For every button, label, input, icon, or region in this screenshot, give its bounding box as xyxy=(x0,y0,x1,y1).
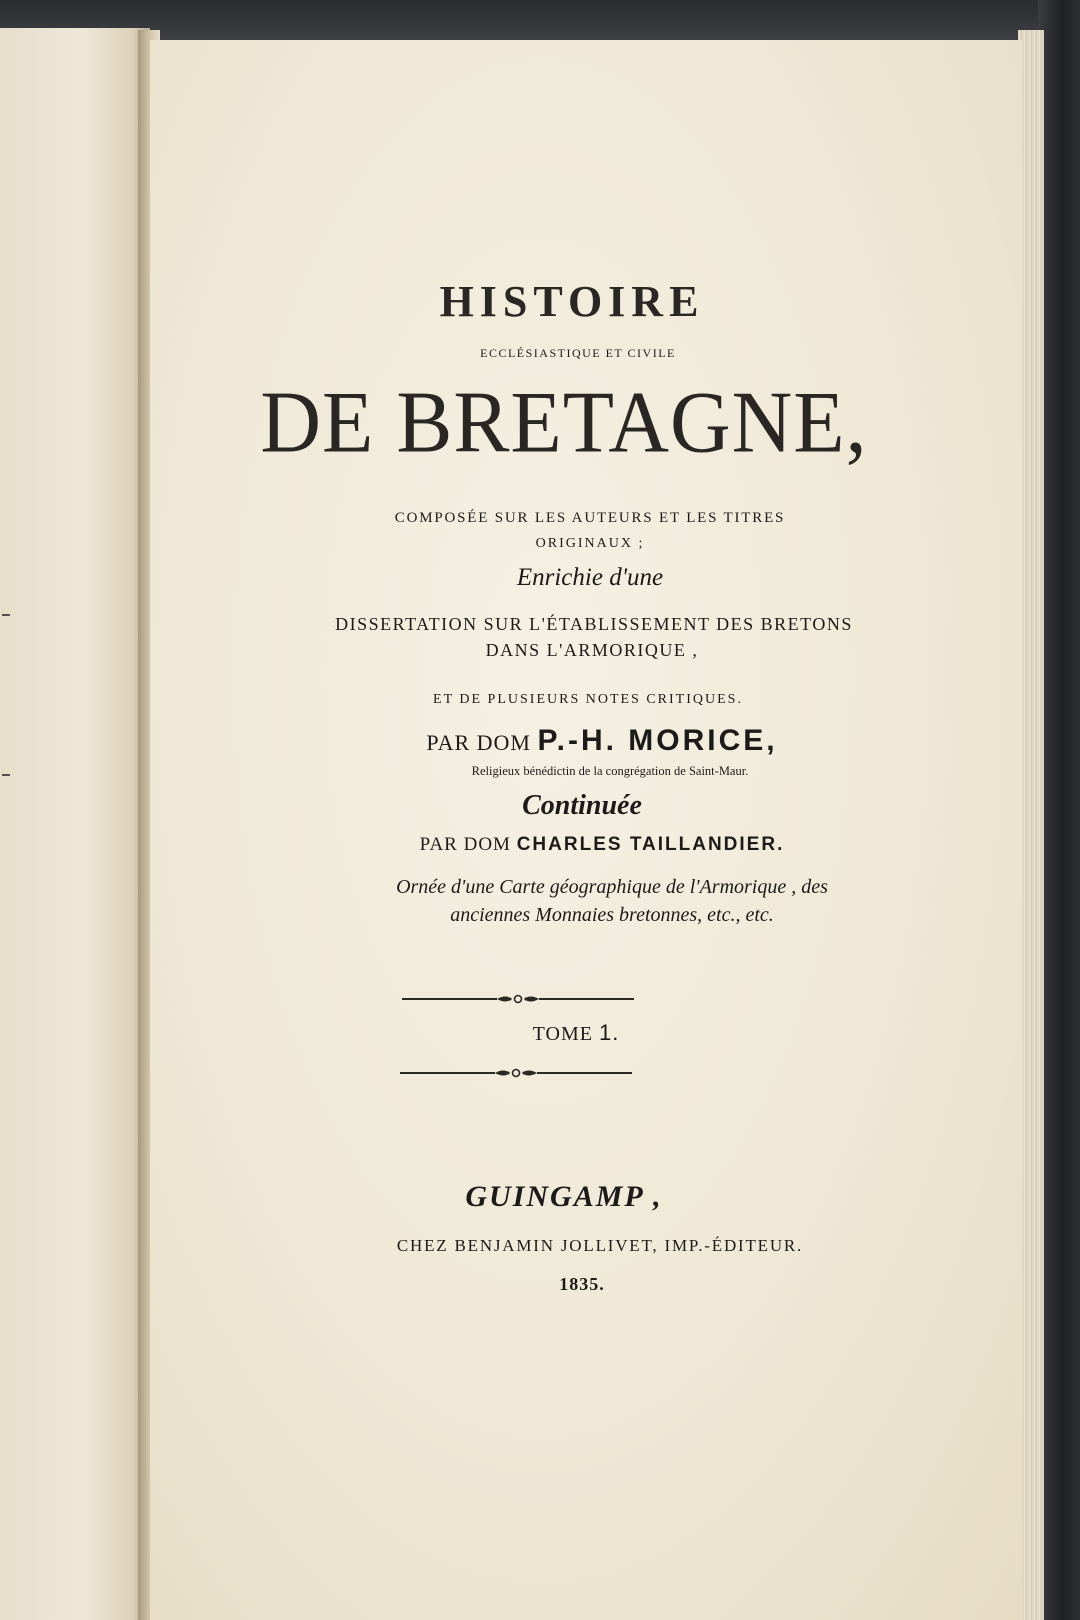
text-anciennes: anciennes Monnaies bretonnes, etc., etc. xyxy=(450,904,774,926)
text-dans-armorique: DANS L'ARMORIQUE , xyxy=(485,640,699,660)
subtitle-ecclesiastique: ECCLÉSIASTIQUE ET CIVILE xyxy=(480,346,676,360)
imprint-year: 1835. xyxy=(559,1274,605,1294)
title-histoire: HISTOIRE xyxy=(439,277,705,326)
text-notes: ET DE PLUSIEURS NOTES CRITIQUES. xyxy=(433,692,743,707)
page-mark xyxy=(2,774,10,776)
continuator-name: CHARLES TAILLANDIER. xyxy=(516,834,785,855)
tome-number: 1. xyxy=(598,1020,620,1045)
text-dissertation: DISSERTATION SUR L'ÉTABLISSEMENT DES BRETONS xyxy=(335,614,853,634)
text-composee: COMPOSÉE SUR LES AUTEURS ET LES TITRES xyxy=(394,510,786,526)
text-continuee: Continuée xyxy=(522,790,642,821)
text-originaux: ORIGINAUX ; xyxy=(535,536,645,551)
text-ornee: Ornée d'une Carte géographique de l'Armorique , des xyxy=(396,876,828,898)
ornament-rule-top xyxy=(402,992,634,1006)
book-cover-top xyxy=(0,0,1080,40)
title-de-bretagne: DE BRETAGNE, xyxy=(260,373,868,472)
author-description: Religieux bénédictin de la congrégation de Saint-Maur. xyxy=(471,764,749,778)
par-dom-label: PAR DOM xyxy=(426,730,531,755)
imprint-publisher: CHEZ BENJAMIN JOLLIVET, IMP.-ÉDITEUR. xyxy=(396,1236,804,1255)
continuator-line xyxy=(166,834,1038,856)
page-mark xyxy=(2,614,10,616)
title-page xyxy=(150,40,1022,1620)
imprint-city: GUINGAMP , xyxy=(465,1180,663,1213)
tome-label: TOME xyxy=(532,1023,593,1045)
tome-line xyxy=(140,1020,1012,1046)
author-line xyxy=(166,724,1038,758)
ornament-rule-bottom xyxy=(400,1066,632,1080)
par-dom-label-2: PAR DOM xyxy=(419,834,511,855)
text-enrichie: Enrichie d'une xyxy=(516,564,664,591)
author-name: P.-H. MORICE, xyxy=(537,724,778,757)
left-page xyxy=(0,28,150,1620)
book-cover-right xyxy=(1038,0,1080,1620)
